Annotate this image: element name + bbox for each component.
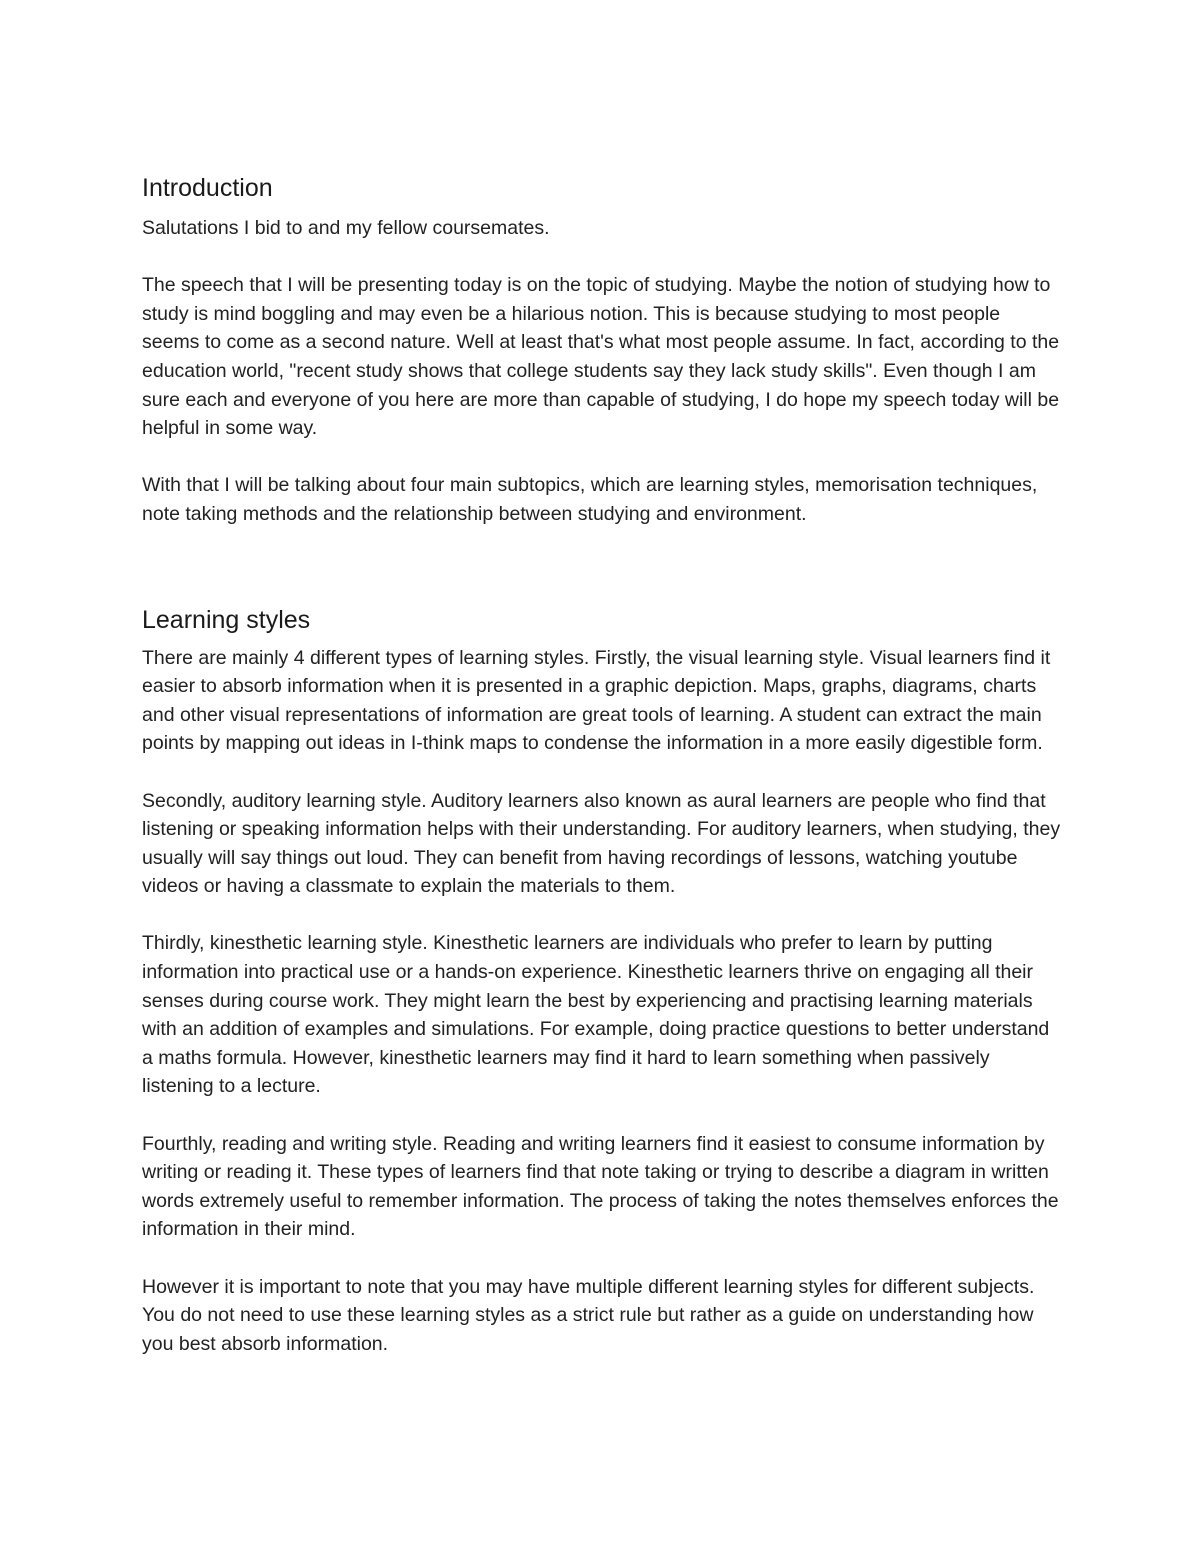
learning-styles-heading: Learning styles (142, 605, 311, 634)
document-page (142, 172, 1062, 1358)
intro-subtopics-paragraph: With that I will be talking about four main subtopics, which are learning styles, memorisation techniques, note taking methods and the relationship between studying and environment. (142, 474, 1038, 525)
auditory-style-paragraph: Secondly, auditory learning style. Auditory learners also known as aural learners are people who find that listening or speaking information helps with their understanding. For auditory learners, when studying, they usually will say things out loud. They can benefit from having recordings of lessons, watching youtube videos or having a classmate to explain the materials to them. (142, 789, 1061, 898)
intro-salutation-paragraph: Salutations I bid to and my fellow coursemates. (142, 217, 550, 239)
reading-writing-style-paragraph: Fourthly, reading and writing style. Reading and writing learners find it easiest to consume information by writing or reading it. These types of learners find that note taking or trying to describe a diagram in written words extremely useful to remember information. The process of taking the notes themselves enforces the information in their mind. (142, 1132, 1059, 1241)
visual-style-paragraph: There are mainly 4 different types of learning styles. Firstly, the visual learning style. Visual learners find it easier to absorb information when it is presented in a graphic depiction. Maps, graphs, diagrams, charts and other visual representations of information are great tools of learning. A student can extract the main points by mapping out ideas in I-think maps to condense the information in a more easily digestible form. (142, 646, 1051, 755)
introduction-heading: Introduction (142, 174, 273, 202)
multiple-styles-note-paragraph: However it is important to note that you may have multiple different learning styles for different subjects. You do not need to use these learning styles as a strict rule but rather as a guide on understanding how you best absorb information. (142, 1275, 1035, 1355)
kinesthetic-style-paragraph: Thirdly, kinesthetic learning style. Kinesthetic learners are individuals who prefer to learn by putting information into practical use or a hands-on experience. Kinesthetic learners thrive on engaging all their senses during course work. They might learn the best by experiencing and practising learning materials with an addition of examples and simulations. For example, doing practice questions to better understand a maths formula. However, kinesthetic learners may find it hard to learn something when passively listening to a lecture. (142, 932, 1050, 1098)
intro-topic-paragraph: The speech that I will be presenting today is on the topic of studying. Maybe the notion of studying how to study is mind boggling and may even be a hilarious notion. This is because studying to most people seems to come as a second nature. Well at least that's what most people assume. In fact, according to the education world, "recent study shows that college students say they lack study skills". Even though I am sure each and everyone of you here are more than capable of studying, I do hope my speech today will be helpful in some way. (142, 274, 1060, 440)
